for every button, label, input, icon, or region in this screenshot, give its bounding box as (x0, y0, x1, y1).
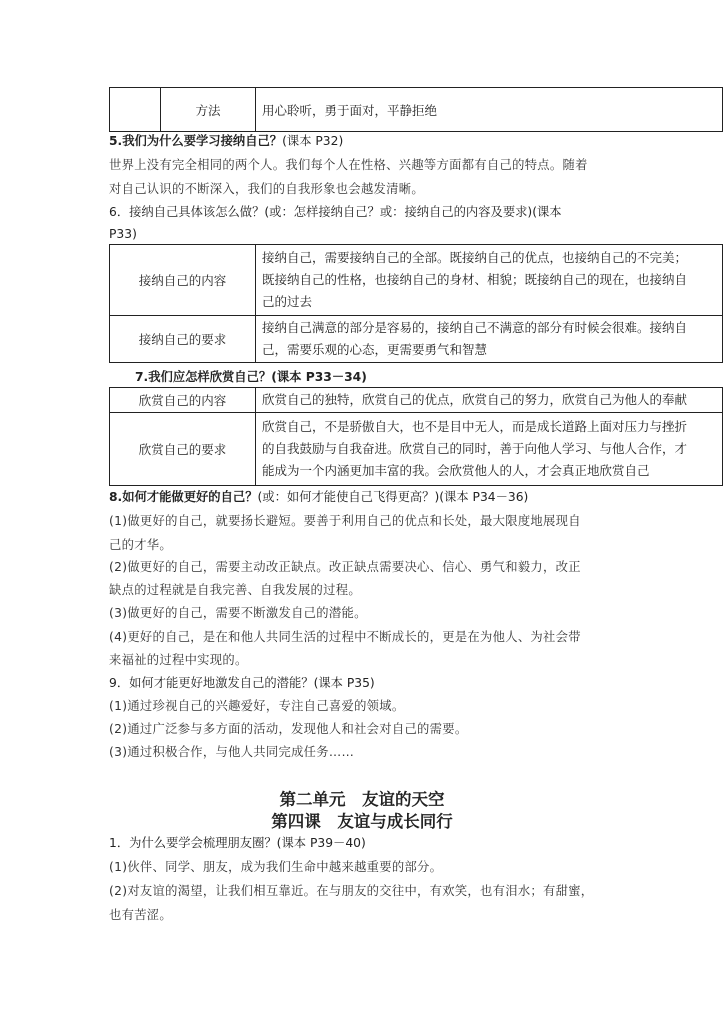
paragraph-line: 世界上没有完全相同的两个人。我们每个人在性格、兴趣等方面都有自己的特点。随着 (109, 158, 588, 172)
table-row (110, 316, 723, 363)
question-8-title: 8.如何才能做更好的自己？(或：如何才能使自己飞得更高？)(课本 P34－36) (109, 490, 529, 504)
table-cell-label: 接纳自己的内容 (110, 245, 256, 316)
paragraph-line: 来福祉的过程中实现的。 (109, 653, 248, 667)
question-5-title: 5.我们为什么要学习接纳自己？(课本 P32) (109, 134, 344, 148)
question-7-title: 7.我们应怎样欣赏自己？(课本 P33－34) (135, 370, 367, 384)
table-cell-label: 欣赏自己的内容 (110, 388, 256, 413)
table-cell-content: 接纳自己，需要接纳自己的全部。既接纳自己的优点，也接纳自己的不完美； 既接纳自己的性格，也接纳自己的身材、相貌；既接纳自己的现在，也接纳自 己的过去 (256, 245, 723, 316)
table-cell-content: 欣赏自己的独特，欣赏自己的优点，欣赏自己的努力，欣赏自己为他人的奉献 (256, 388, 723, 413)
table-cell-empty (110, 88, 161, 132)
paragraph-line: 对自己认识的不断深入，我们的自我形象也会越发清晰。 (109, 182, 424, 196)
paragraph-line: 也有苦涩。 (109, 908, 172, 922)
paragraph-line: (3)做更好的自己，需要不断激发自己的潜能。 (109, 606, 367, 620)
question-9-title: 9．如何才能更好地激发自己的潜能？(课本 P35) (109, 676, 375, 690)
table-cell-content: 用心聆听，勇于面对，平静拒绝 (256, 88, 723, 132)
paragraph-line: 缺点的过程就是自我完善、自我发展的过程。 (109, 583, 361, 597)
paragraph-line: (2)对友谊的渴望，让我们相互靠近。在与朋友的交往中，有欢笑，也有泪水；有甜蜜， (109, 884, 594, 898)
method-table (109, 87, 723, 132)
table-cell-label: 接纳自己的要求 (110, 316, 256, 363)
table-row (110, 413, 723, 486)
question-6-title: 6．接纳自己具体该怎么做？(或：怎样接纳自己？或：接纳自己的内容及要求)(课本 (109, 205, 562, 219)
table-cell-content: 接纳自己满意的部分是容易的，接纳自己不满意的部分有时候会很难。接纳自 己，需要乐观的心态，更需要勇气和智慧 (256, 316, 723, 363)
table-row (110, 245, 723, 316)
question-6-title-cont: P33) (109, 227, 137, 241)
table-cell-content: 欣赏自己，不是骄傲自大，也不是目中无人，而是成长道路上面对压力与挫折 的自我鼓励与自我奋进。欣赏自己的同时，善于向他人学习、与他人合作，才 能成为一个内涵更加丰富的我。会欣赏他人的人，才会真正地欣赏自己 (256, 413, 723, 486)
accept-self-table (109, 244, 723, 363)
question-1-title: 1．为什么要学会梳理朋友圈？(课本 P39－40) (109, 836, 366, 850)
paragraph-line: 己的才华。 (109, 538, 172, 552)
appreciate-self-table (109, 387, 723, 486)
table-row (110, 88, 723, 132)
paragraph-line: (4)更好的自己，是在和他人共同生活的过程中不断成长的，更是在为他人、为社会带 (109, 630, 581, 644)
paragraph-line: (3)通过积极合作，与他人共同完成任务…… (109, 745, 355, 759)
paragraph-line: (1)伙伴、同学、朋友，成为我们生命中越来越重要的部分。 (109, 860, 443, 874)
lesson-heading: 第四课 友谊与成长同行 (271, 812, 453, 831)
table-cell-label: 欣赏自己的要求 (110, 413, 256, 486)
unit-heading: 第二单元 友谊的天空 (279, 790, 445, 809)
paragraph-line: (1)通过珍视自己的兴趣爱好，专注自己喜爱的领域。 (109, 699, 405, 713)
paragraph-line: (2)通过广泛参与多方面的活动，发现他人和社会对自己的需要。 (109, 722, 468, 736)
paragraph-line: (2)做更好的自己，需要主动改正缺点。改正缺点需要决心、信心、勇气和毅力，改正 (109, 560, 581, 574)
paragraph-line: (1)做更好的自己，就要扬长避短。要善于利用自己的优点和长处，最大限度地展现自 (109, 514, 581, 528)
table-cell-label: 方法 (161, 88, 256, 132)
table-row (110, 388, 723, 413)
